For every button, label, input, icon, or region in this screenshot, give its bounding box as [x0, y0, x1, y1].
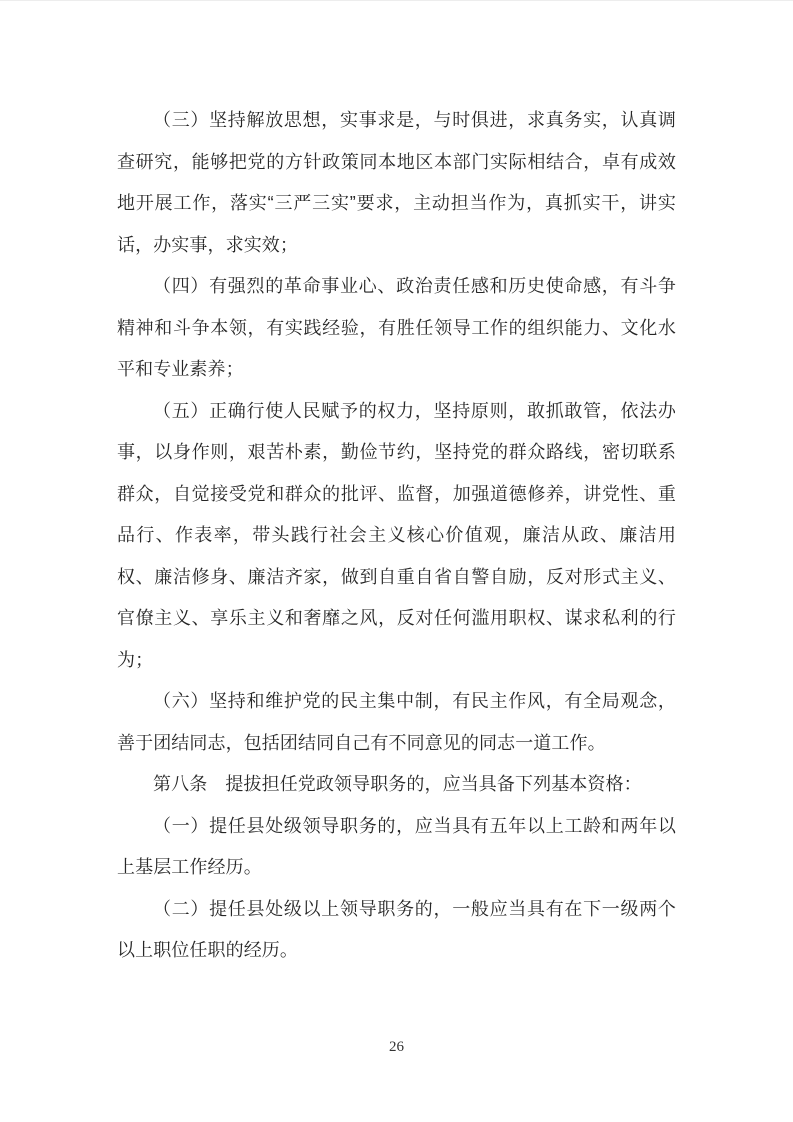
page-number: 26: [389, 1039, 404, 1055]
paragraph-qualification-1: （一）提任县处级领导职务的，应当具有五年以上工龄和两年以上基层工作经历。: [117, 815, 676, 877]
paragraph-clause-5: （五）正确行使人民赋予的权力，坚持原则，敢抓敢管，依法办事，以身作则，艰苦朴素，勤俭节约，坚持党的群众路线，密切联系群众，自觉接受党和群众的批评、监督，加强道德修养，讲党性、重品行、作表率，带头践行社会主义核心价值观，廉洁从政、廉洁用权、廉洁修身、廉洁齐家，做到自重自省自警自励，反对形式主义、官僚主义、享乐主义和奢靡之风，反对任何滥用职权、谋求私利的行为；: [117, 400, 676, 670]
paragraph-clause-4: （四）有强烈的革命事业心、政治责任感和历史使命感，有斗争精神和斗争本领，有实践经验，有胜任领导工作的组织能力、文化水平和专业素养；: [117, 276, 676, 379]
paragraph-article-8: 第八条 提拔担任党政领导职务的，应当具备下列基本资格：: [153, 774, 642, 794]
paragraph-qualification-2: （二）提任县处级以上领导职务的，一般应当具有在下一级两个以上职位任职的经历。: [117, 898, 676, 960]
document-body: [117, 100, 676, 972]
paragraph-clause-6: （六）坚持和维护党的民主集中制，有民主作风，有全局观念，善于团结同志，包括团结同自己有不同意见的同志一道工作。: [117, 691, 676, 753]
paragraph-clause-3: （三）坚持解放思想，实事求是，与时俱进，求真务实，认真调查研究，能够把党的方针政策同本地区本部门实际相结合，卓有成效地开展工作，落实“三严三实”要求，主动担当作为，真抓实干，讲实话，办实事，求实效；: [117, 110, 676, 255]
